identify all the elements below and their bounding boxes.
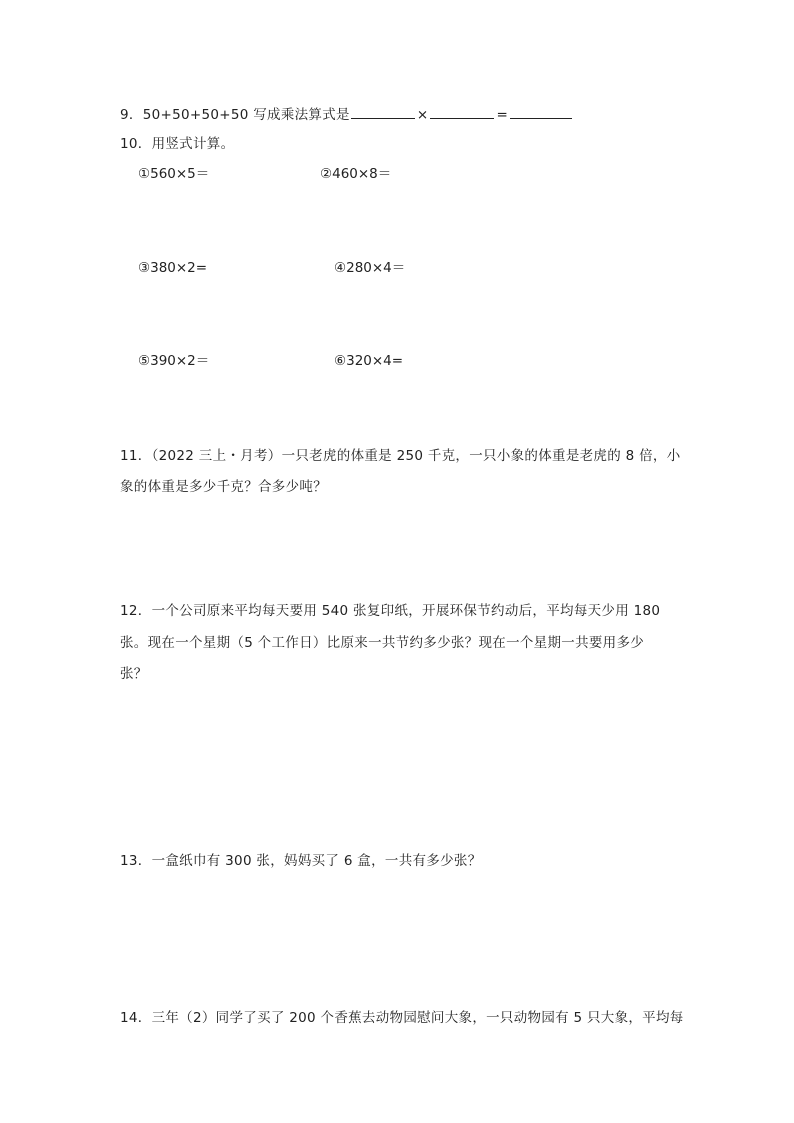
times-sign: ×	[416, 107, 429, 123]
question-9	[120, 104, 573, 125]
calc-item-4: ④280×4＝	[334, 260, 406, 276]
calc-item-1: ①560×5＝	[138, 166, 210, 182]
calc-item-3: ③380×2=	[138, 260, 208, 276]
question-10-title: 10．用竖式计算。	[120, 136, 235, 152]
calc-item-2: ②460×8＝	[320, 166, 392, 182]
question-11-line-2: 象的体重是多少千克？合多少吨？	[120, 479, 327, 495]
calc-item-6: ⑥320×4=	[334, 353, 404, 369]
question-9-text: 9．50+50+50+50 写成乘法算式是	[120, 107, 350, 123]
answer-blank-1[interactable]	[351, 104, 415, 119]
question-14-line-1: 14．三年（2）同学了买了 200 个香蕉去动物园慰问大象，一只动物园有 5 只大象，平均每	[120, 1010, 684, 1026]
answer-blank-3[interactable]	[510, 104, 572, 119]
question-11-line-1: 11．（2022 三上・月考）一只老虎的体重是 250 千克，一只小象的体重是老虎的 8 倍，小	[120, 448, 681, 464]
equals-sign: =	[496, 107, 509, 123]
calc-item-5: ⑤390×2＝	[138, 353, 210, 369]
question-12-line-2: 张。现在一个星期（5 个工作日）比原来一共节约多少张？现在一个星期一共要用多少	[120, 635, 645, 651]
answer-blank-2[interactable]	[430, 104, 494, 119]
question-12-line-3: 张？	[120, 666, 148, 682]
question-12-line-1: 12．一个公司原来平均每天要用 540 张复印纸，开展环保节约动后，平均每天少用 180	[120, 603, 661, 619]
question-13-line-1: 13．一盒纸巾有 300 张，妈妈买了 6 盒，一共有多少张？	[120, 853, 482, 869]
